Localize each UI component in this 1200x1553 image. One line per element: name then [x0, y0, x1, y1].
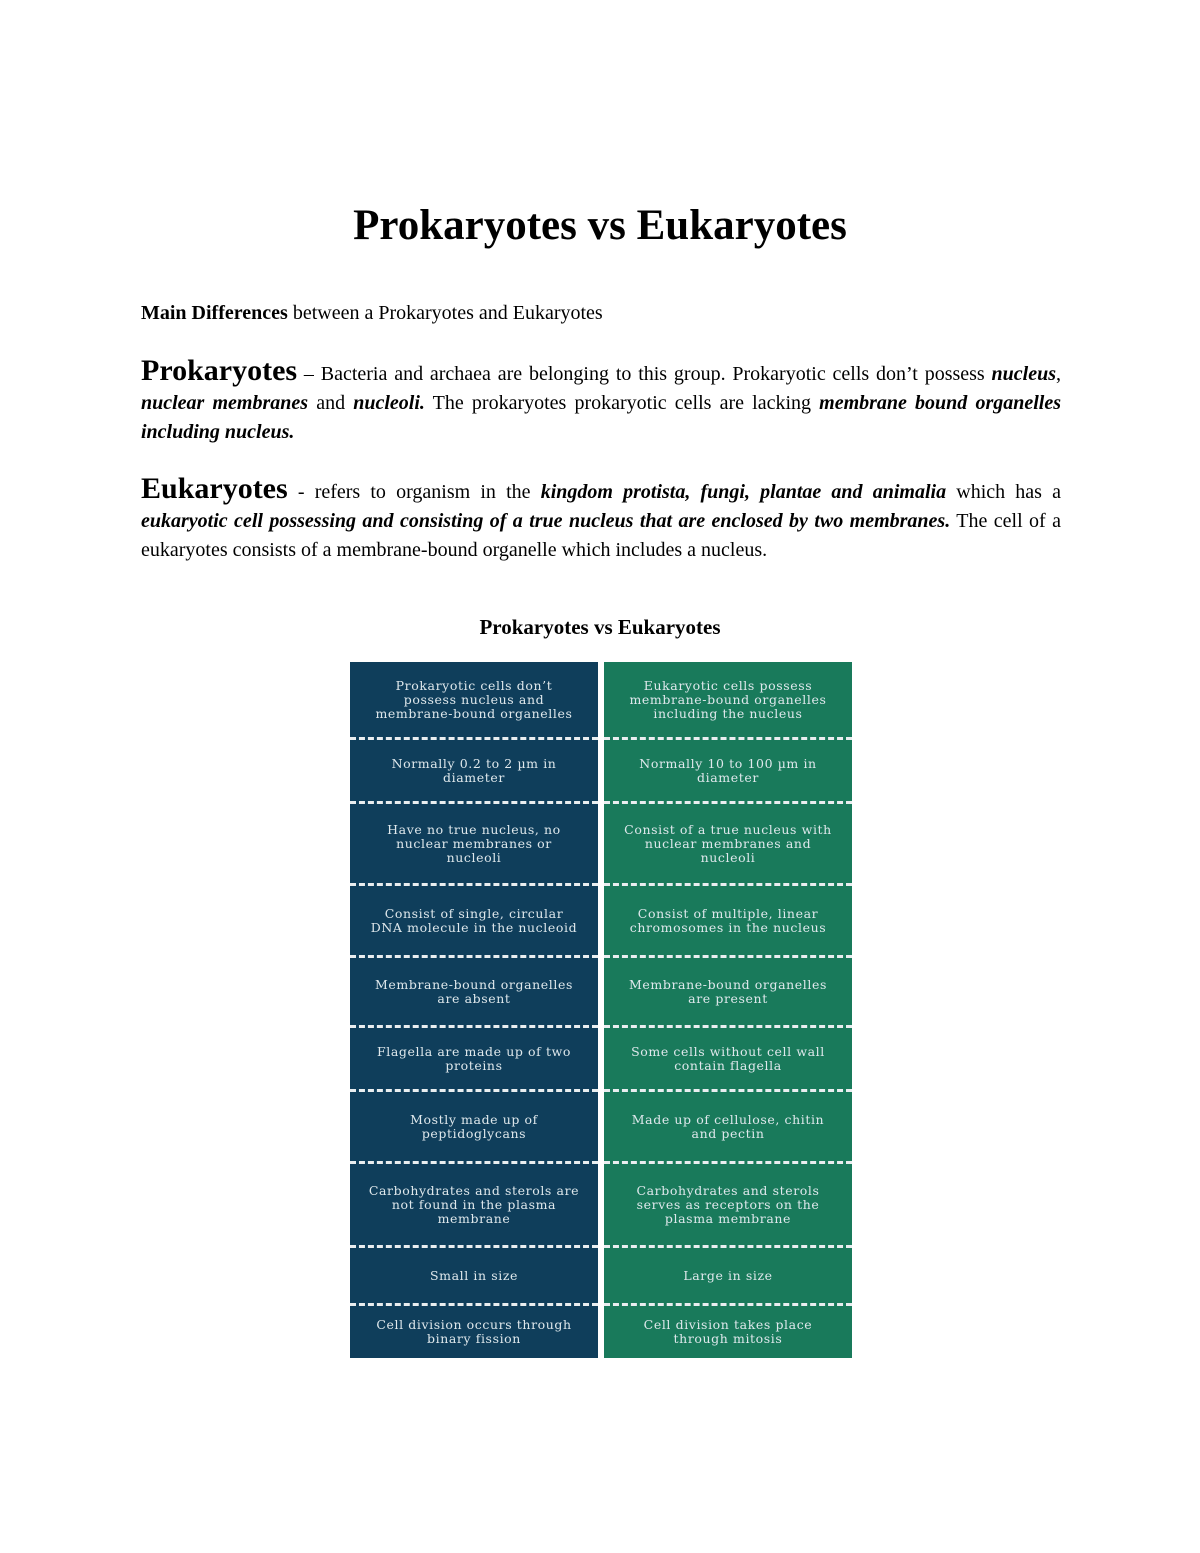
paragraph-text: and: [308, 392, 354, 414]
prokaryote-cell: [350, 740, 598, 804]
cell-text: Made up of cellulose, chitin and pectin: [631, 1111, 825, 1141]
cell-text: Cell division occurs through binary fission: [376, 1317, 572, 1346]
cell-text: Membrane-bound organelles are present: [629, 976, 827, 1006]
comparison-table: [350, 662, 852, 1358]
cell-text: Consist of single, circular DNA molecule in the nucleoid: [370, 905, 578, 935]
eukaryote-cell: [604, 958, 852, 1028]
cell-text: Mostly made up of peptidoglycans: [410, 1111, 538, 1141]
prokaryotes-column: [350, 662, 598, 1358]
intro-rest: between a Prokaryotes and Eukaryotes: [287, 302, 603, 324]
cell-text: Some cells without cell wall contain flagella: [631, 1043, 825, 1073]
emphasis-text: kingdom protista, fungi, plantae and animalia: [540, 481, 947, 503]
figure-title: Prokaryotes vs Eukaryotes: [479, 615, 721, 639]
cell-text: Normally 10 to 100 µm in diameter: [639, 755, 817, 785]
eukaryotes-paragraph: [141, 474, 1061, 565]
eukaryotes-term: Eukaryotes: [141, 472, 288, 505]
prokaryote-cell: [350, 662, 598, 740]
emphasis-text: eukaryotic cell possessing and consisting of a true nucleus that are enclosed by two membranes.: [141, 510, 951, 532]
paragraph-text: The cell of a eukaryotes consists of a membrane-bound organelle which includes a nucleus.: [141, 510, 1061, 561]
paragraph-text: The prokaryotes prokaryotic cells are lacking: [424, 392, 820, 414]
intro-bold: Main Differences: [141, 302, 288, 324]
eukaryote-cell: [604, 1248, 852, 1306]
emphasis-text: nucleus: [991, 363, 1056, 385]
cell-text: Have no true nucleus, no nuclear membranes or nucleoli: [387, 821, 561, 865]
prokaryote-cell: [350, 1028, 598, 1092]
emphasis-text: nuclear membranes: [141, 392, 309, 414]
eukaryote-cell: [604, 804, 852, 886]
eukaryote-cell: [604, 1092, 852, 1164]
cell-text: Normally 0.2 to 2 µm in diameter: [391, 755, 557, 785]
emphasis-text: membrane bound organelles including nucleus.: [141, 392, 1061, 443]
emphasis-text: nucleoli.: [353, 392, 425, 414]
prokaryote-cell: [350, 1092, 598, 1164]
prokaryote-cell: [350, 1306, 598, 1358]
prokaryote-cell: [350, 804, 598, 886]
prokaryotes-paragraph: [141, 356, 1061, 447]
eukaryote-cell: [604, 1164, 852, 1248]
eukaryote-cell: [604, 886, 852, 958]
cell-text: Large in size: [683, 1267, 773, 1283]
cell-text: Cell division takes place through mitosis: [643, 1317, 813, 1346]
cell-text: Eukaryotic cells possess membrane-bound organelles including the nucleus: [629, 677, 827, 721]
prokaryote-cell: [350, 886, 598, 958]
eukaryote-cell: [604, 740, 852, 804]
cell-text: Small in size: [429, 1267, 519, 1283]
paragraph-text: which has a: [946, 481, 1062, 503]
eukaryote-cell: [604, 662, 852, 740]
paragraph-text: – Bacteria and archaea are belonging to this group. Prokaryotic cells don’t possess: [297, 363, 992, 385]
prokaryotes-term: Prokaryotes: [141, 354, 298, 387]
cell-text: Carbohydrates and sterols serves as receptors on the plasma membrane: [636, 1182, 820, 1226]
document-title: Prokaryotes vs Eukaryotes: [353, 202, 847, 249]
cell-text: Consist of a true nucleus with nuclear membranes and nucleoli: [624, 821, 832, 865]
intro-line: [141, 300, 1061, 326]
prokaryote-cell: [350, 1248, 598, 1306]
cell-text: Flagella are made up of two proteins: [376, 1043, 572, 1073]
cell-text: Prokaryotic cells don’t possess nucleus and membrane-bound organelles: [375, 677, 573, 721]
eukaryotes-column: [604, 662, 852, 1358]
eukaryote-cell: [604, 1028, 852, 1092]
cell-text: Membrane-bound organelles are absent: [375, 976, 573, 1006]
cell-text: Consist of multiple, linear chromosomes in the nucleus: [629, 905, 827, 935]
prokaryote-cell: [350, 958, 598, 1028]
paragraph-text: - refers to organism in the: [287, 481, 541, 503]
eukaryote-cell: [604, 1306, 852, 1358]
cell-text: Carbohydrates and sterols are not found in the plasma membrane: [368, 1182, 580, 1226]
paragraph-text: ,: [1056, 363, 1061, 385]
prokaryote-cell: [350, 1164, 598, 1248]
